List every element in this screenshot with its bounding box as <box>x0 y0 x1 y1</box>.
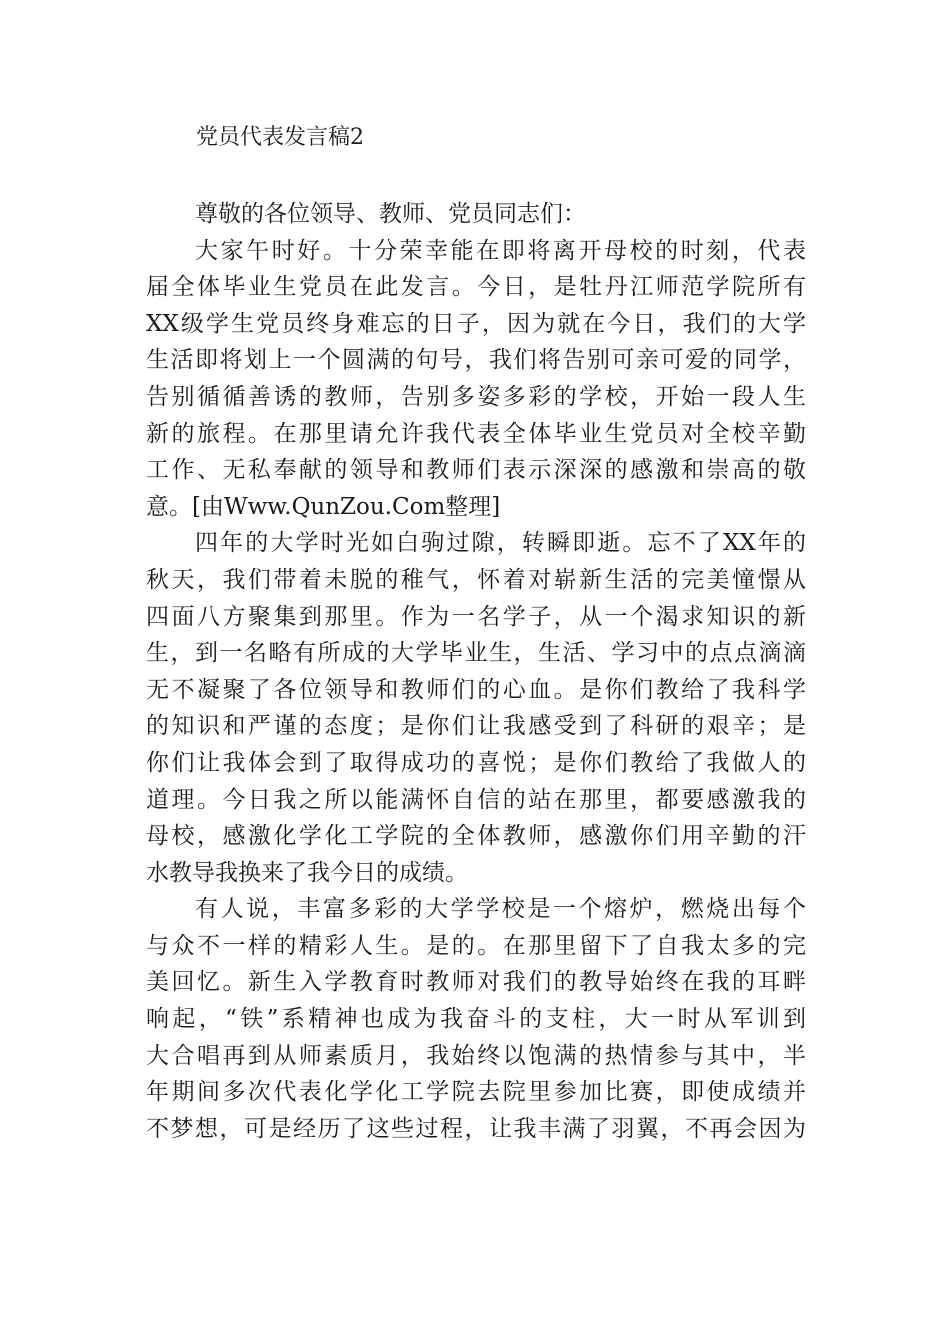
paragraph-line: 新的旅程。在那里请允许我代表全体毕业生党员对全校辛勤 <box>146 420 806 447</box>
paragraph-line: 美回忆。新生入学教育时教师对我们的教导始终在我的耳畔 <box>146 969 806 996</box>
paragraph-line: 与众不一样的精彩人生。是的。在那里留下了自我太多的完 <box>146 932 806 959</box>
paragraph-line: 告别循循善诱的教师，告别多姿多彩的学校，开始一段人生 <box>146 383 806 410</box>
paragraph-line: 生，到一名略有所成的大学毕业生，生活、学习中的点点滴滴 <box>146 640 806 667</box>
paragraph-2 <box>146 525 806 891</box>
paragraph-line: XX级学生党员终身难忘的日子，因为就在今日，我们的大学 <box>146 310 806 337</box>
paragraph-line: 届全体毕业生党员在此发言。今日，是牡丹江师范学院所有 <box>146 274 806 301</box>
paragraph-line: 不梦想，可是经历了这些过程，让我丰满了羽翼，不再会因为 <box>146 1115 806 1142</box>
paragraph-line: 工作、无私奉献的领导和教师们表示深深的感激和崇高的敬 <box>146 457 806 484</box>
document-body <box>146 196 806 1147</box>
paragraph-line: 四年的大学时光如白驹过隙，转瞬即逝。忘不了XX年的 <box>195 530 806 557</box>
paragraph-1 <box>146 233 806 526</box>
paragraph-line: 秋天，我们带着未脱的稚气，怀着对崭新生活的完美憧憬从 <box>146 566 806 593</box>
paragraph-line: 生活即将划上一个圆满的句号，我们将告别可亲可爱的同学， <box>146 347 806 374</box>
paragraph-line: 年期间多次代表化学化工学院去院里参加比赛，即使成绩并 <box>146 1079 806 1106</box>
paragraph-line: 水教导我换来了我今日的成绩。 <box>146 859 468 886</box>
paragraph-line: 无不凝聚了各位领导和教师们的心血。是你们教给了我科学 <box>146 676 806 703</box>
document-title: 党员代表发言稿2 <box>196 125 364 150</box>
paragraph-3 <box>146 891 806 1147</box>
paragraph-line: 四面八方聚集到那里。作为一名学子，从一个渴求知识的新 <box>146 603 806 630</box>
paragraph-line: 你们让我体会到了取得成功的喜悦；是你们教给了我做人的 <box>146 749 806 776</box>
paragraph-line: 大家午时好。十分荣幸能在即将离开母校的时刻，代表 <box>195 237 806 264</box>
paragraph-line: 道理。今日我之所以能满怀自信的站在那里，都要感激我的 <box>146 786 806 813</box>
salutation: 尊敬的各位领导、教师、党员同志们： <box>195 201 586 227</box>
paragraph-line: 的知识和严谨的态度；是你们让我感受到了科研的艰辛；是 <box>146 713 806 740</box>
paragraph-line: 母校，感激化学化工学院的全体教师，感激你们用辛勤的汗 <box>146 823 806 850</box>
paragraph-line: 大合唱再到从师素质月，我始终以饱满的热情参与其中，半 <box>146 1042 806 1069</box>
paragraph-line: 有人说，丰富多彩的大学学校是一个熔炉，燃烧出每个 <box>195 896 806 923</box>
paragraph-line: 响起，“铁”系精神也成为我奋斗的支柱，大一时从军训到 <box>146 1006 806 1033</box>
paragraph-line: 意。[由Www.QunZou.Com整理] <box>146 493 501 520</box>
